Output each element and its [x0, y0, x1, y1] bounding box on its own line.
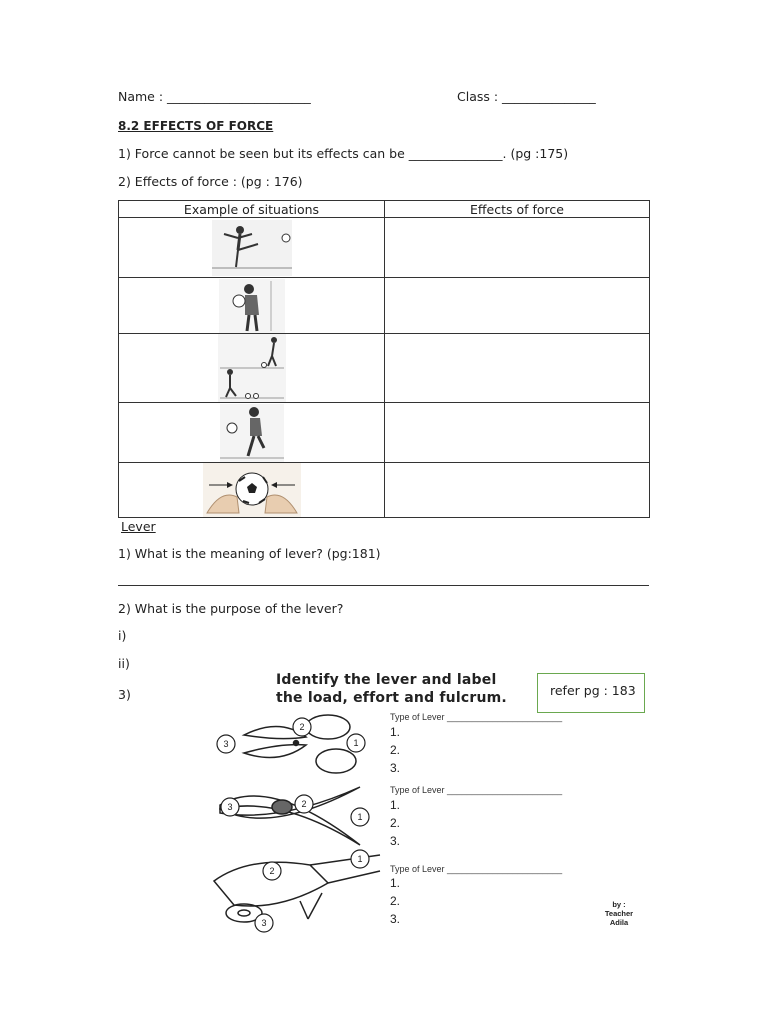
label-circle: 1 — [357, 854, 363, 864]
answer-number: 2. — [390, 894, 401, 908]
answer-number: 3. — [390, 834, 401, 848]
catching-ball-illustration — [219, 279, 285, 333]
nutcracker-illustration — [220, 787, 363, 845]
squeezing-ball-illustration — [203, 463, 301, 517]
effect-answer-cell[interactable] — [385, 334, 650, 403]
table-row — [119, 218, 650, 278]
column-header-effects: Effects of force — [385, 201, 650, 218]
situation-cell — [119, 278, 385, 334]
answer-number: 1. — [390, 725, 401, 739]
question-1: 1) Force cannot be seen but its effects can be _______________. (pg :175) — [118, 146, 569, 161]
table-row — [119, 334, 650, 403]
question-2: 2) Effects of force : (pg : 176) — [118, 174, 303, 189]
effect-answer-cell[interactable] — [385, 403, 650, 463]
class-field-label: Class : _______________ — [457, 89, 596, 104]
effect-answer-cell[interactable] — [385, 278, 650, 334]
lever-question-3: 3) — [118, 687, 131, 702]
section-title: 8.2 EFFECTS OF FORCE — [118, 119, 274, 133]
lever-diagram — [210, 705, 390, 937]
label-circle: 3 — [227, 802, 233, 812]
label-circle: 3 — [261, 918, 267, 928]
answer-number: 1. — [390, 876, 401, 890]
label-circle: 2 — [269, 866, 275, 876]
label-circle: 1 — [357, 812, 363, 822]
effect-answer-cell[interactable] — [385, 463, 650, 518]
answer-number: 3. — [390, 761, 401, 775]
answer-number: 2. — [390, 816, 401, 830]
answer-number: 1. — [390, 798, 401, 812]
refer-page-box: refer pg : 183 — [537, 673, 645, 713]
purpose-item-i: i) — [118, 628, 127, 643]
effect-answer-cell[interactable] — [385, 218, 650, 278]
column-header-situations: Example of situations — [119, 201, 385, 218]
label-circle: 2 — [299, 722, 305, 732]
lever-heading: Lever — [121, 519, 156, 534]
diagram-title: Identify the lever and label the load, effort and fulcrum. — [276, 672, 507, 706]
effects-table — [118, 200, 650, 518]
author-credit: by : Teacher Adila — [604, 900, 634, 927]
situation-cell — [119, 218, 385, 278]
purpose-item-ii: ii) — [118, 656, 130, 671]
name-field-label: Name : _______________________ — [118, 89, 311, 104]
label-circle: 1 — [353, 738, 359, 748]
type-of-lever-field[interactable]: Type of Lever _______________________ — [390, 712, 563, 722]
table-row — [119, 463, 650, 518]
answer-line[interactable] — [118, 585, 649, 586]
kicking-ball-illustration — [212, 220, 292, 276]
dribbling-ball-illustration — [218, 334, 286, 402]
table-row — [119, 403, 650, 463]
type-of-lever-field[interactable]: Type of Lever _______________________ — [390, 864, 563, 874]
lever-question-1: 1) What is the meaning of lever? (pg:181) — [118, 546, 381, 561]
heading-ball-illustration — [220, 404, 284, 462]
type-of-lever-field[interactable]: Type of Lever _______________________ — [390, 785, 563, 795]
table-row — [119, 278, 650, 334]
answer-number: 3. — [390, 912, 401, 926]
label-circle: 3 — [223, 739, 229, 749]
answer-number: 2. — [390, 743, 401, 757]
lever-question-2: 2) What is the purpose of the lever? — [118, 601, 344, 616]
label-circle: 2 — [301, 799, 307, 809]
situation-cell — [119, 403, 385, 463]
situation-cell — [119, 334, 385, 403]
situation-cell — [119, 463, 385, 518]
